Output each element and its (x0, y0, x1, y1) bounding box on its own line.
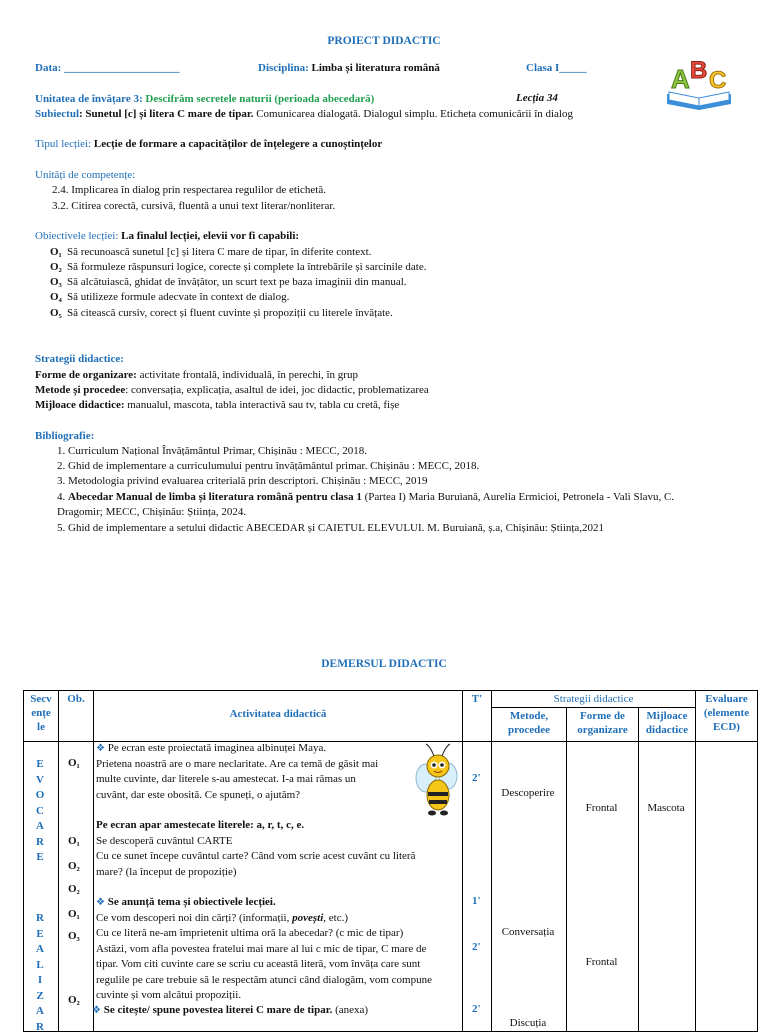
header-time: T' (471, 693, 483, 705)
diamond-bullet-icon: ❖ (96, 743, 105, 754)
forme-cell: Frontal (585, 802, 618, 814)
tip-lectie: Tipul lecției: Lecție de formare a capacităților de înțelegere a cunoștințelor (35, 138, 383, 150)
svg-text:A: A (671, 64, 690, 94)
bibliography-item: 2. Ghid de implementare a curriculumului pentru învățământul primar. Chișinău : MECC, 2018. (57, 460, 480, 472)
objective-item: O₁ Să recunoască sunetul [c] și litera C mare de tipar, în diferite context. (50, 246, 372, 258)
clasa-field: Clasa I_____ (526, 62, 587, 74)
data-field: Data: _____________________ (35, 62, 180, 74)
objective-cell: O₂ (68, 994, 80, 1006)
header-evaluare: Evaluare (elemente ECD) (703, 693, 750, 733)
metode-cell: Descoperire (501, 787, 555, 799)
objective-cell: O₁ (68, 835, 80, 847)
svg-text:C: C (709, 67, 727, 94)
metode-procedee: Metode și procedee: conversația, explicația, asaltul de idei, joc didactic, problematizarea (35, 384, 429, 396)
objective-item: O₄ Să utilizeze formule adecvate în context de dialog. (50, 291, 290, 303)
header-metode: Metode, procedee (508, 710, 550, 736)
abc-book-logo (663, 52, 735, 112)
header-ob: Ob. (67, 693, 85, 705)
demers-title: DEMERSUL DIDACTIC (321, 658, 447, 670)
competente-label: Unități de competențe: (35, 169, 136, 181)
objective-item: O₅ Să citească cursiv, corect și fluent cuvinte și propoziții cu literele învățate. (50, 307, 393, 319)
header-activitatea: Activitatea didactică (229, 708, 327, 720)
forme-organizare: Forme de organizare: activitate frontală, individuală, în perechi, în grup (35, 369, 358, 381)
page-title: PROIECT DIDACTIC (327, 35, 441, 47)
header-strategii: Strategii didactice (553, 693, 634, 705)
bibliography-item: 5. Ghid de implementare a setului didactic ABECEDAR și CAIETUL ELEVULUI. M. Buruiană, ș.a, Chișinău: Știința,2021 (57, 522, 605, 534)
objective-cell: O₃ (68, 930, 80, 942)
bibliography-item-cont: Dragomir; MECC, Chișinău: Știința, 2024. (57, 506, 247, 518)
competenta-item: 2.4. Implicarea în dialog prin respectarea regulilor de etichetă. (52, 184, 326, 196)
objective-cell: O₁ (68, 757, 80, 769)
svg-text:B: B (690, 57, 708, 84)
diamond-bullet-icon: ❖ (96, 897, 105, 908)
lectia-number: Lecția 34 (516, 92, 558, 104)
objective-cell: O₁ (68, 908, 80, 920)
bibliography-item: 4. Abecedar Manual de limba și literatura română pentru clasa 1 (Partea I) Maria Buruiană, Aurelia Ermicioi, Petronela - Vali Slavu, C. (57, 491, 675, 503)
bee-mascot-image (412, 740, 462, 820)
time-cell: 2' (472, 1003, 481, 1015)
diamond-bullet-icon: ❖ (92, 1005, 101, 1016)
objective-cell: O₂ (68, 883, 80, 895)
metode-cell: Discuția (509, 1017, 547, 1029)
header-secvente: Secv ențe le (30, 693, 52, 733)
disciplina-field: Disciplina: Limba și literatura română (258, 62, 440, 74)
time-cell: 2' (472, 941, 481, 953)
objective-cell: O₂ (68, 860, 80, 872)
bibliografie-label: Bibliografie: (35, 430, 95, 442)
realizare-label: R E A L I Z A R (36, 912, 44, 1033)
mijloace-cell: Mascota (647, 802, 685, 814)
header-mijloace: Mijloace didactice (645, 710, 689, 736)
strategii-label: Strategii didactice: (35, 353, 124, 365)
objective-item: O₂ Să formuleze răspunsuri logice, corecte și complete la întrebările și sarcinile date. (50, 261, 427, 273)
unitate-line: Unitatea de învățare 3: Descifrăm secretele naturii (perioada abecedară) (35, 93, 375, 105)
activity-poveste: ❖ Se citește/ spune povestea literei C mare de tipar. (anexa) (92, 1004, 369, 1016)
activity-intro: ❖ Pe ecran este proiectată imaginea albinuței Maya. Prietena noastră are o mare neclaritate. Are ca temă de găsit mai multe cuvinte, dar literele s-au amestecat. I-a mai rămas un cuvânt, dar este obosită. Ce spuneți, o ajutăm? (96, 742, 379, 801)
activity-tema: ❖ Se anunță tema și obiectivele lecției. Ce vom descoperi noi din cărți? (informații, povești, etc.) Cu ce literă ne-am împrietenit ultima oră la abecedar? (c mic de tipar) Astăzi, vom afla povestea fratelui mai mare al lui c mic de tipar, C mare de tipar. Vom citi cuvinte care se scriu cu această literă, vom învăța care sunt regulile pe care trebuie să le respectăm atunci când dialogăm, vom compune cuvinte și vom alcătui propoziții. (96, 896, 432, 1001)
time-cell: 1' (472, 895, 481, 907)
competenta-item: 3.2. Citirea corectă, cursivă, fluentă a unui text literar/nonliterar. (52, 200, 336, 212)
obiective-heading: Obiectivele lecției: La finalul lecției, elevii vor fi capabili: (35, 230, 300, 242)
bibliography-item: 3. Metodologia privind evaluarea criterială prin descriptori. Chișinău : MECC, 2019 (57, 475, 428, 487)
metode-cell: Conversația (501, 926, 555, 938)
forme-cell: Frontal (585, 956, 618, 968)
activity-letters: Pe ecran apar amestecate literele: a, r, t, c, e. Se descoperă cuvântul CARTE Cu ce sunet începe cuvântul carte? Când vom scrie acest cuvânt cu literă mare? (la început de propoziție) (96, 819, 416, 878)
time-cell: 2' (472, 772, 481, 784)
evocare-label: E V O C A R E (35, 758, 45, 863)
header-forme: Forme de organizare (577, 710, 628, 736)
subiect-line: Subiectul: Sunetul [c] și litera C mare de tipar. Comunicarea dialogată. Dialogul simplu. Eticheta comunicării în dialog (35, 108, 573, 120)
objective-item: O₃ Să alcătuiască, ghidat de învățător, un scurt text pe baza imaginii din manual. (50, 276, 407, 288)
mijloace-didactice: Mijloace didactice: manualul, mascota, tabla interactivă sau tv, tabla cu cretă, fișe (35, 399, 400, 411)
bibliography-item: 1. Curriculum Național Învățământul Primar, Chișinău : MECC, 2018. (57, 445, 367, 457)
